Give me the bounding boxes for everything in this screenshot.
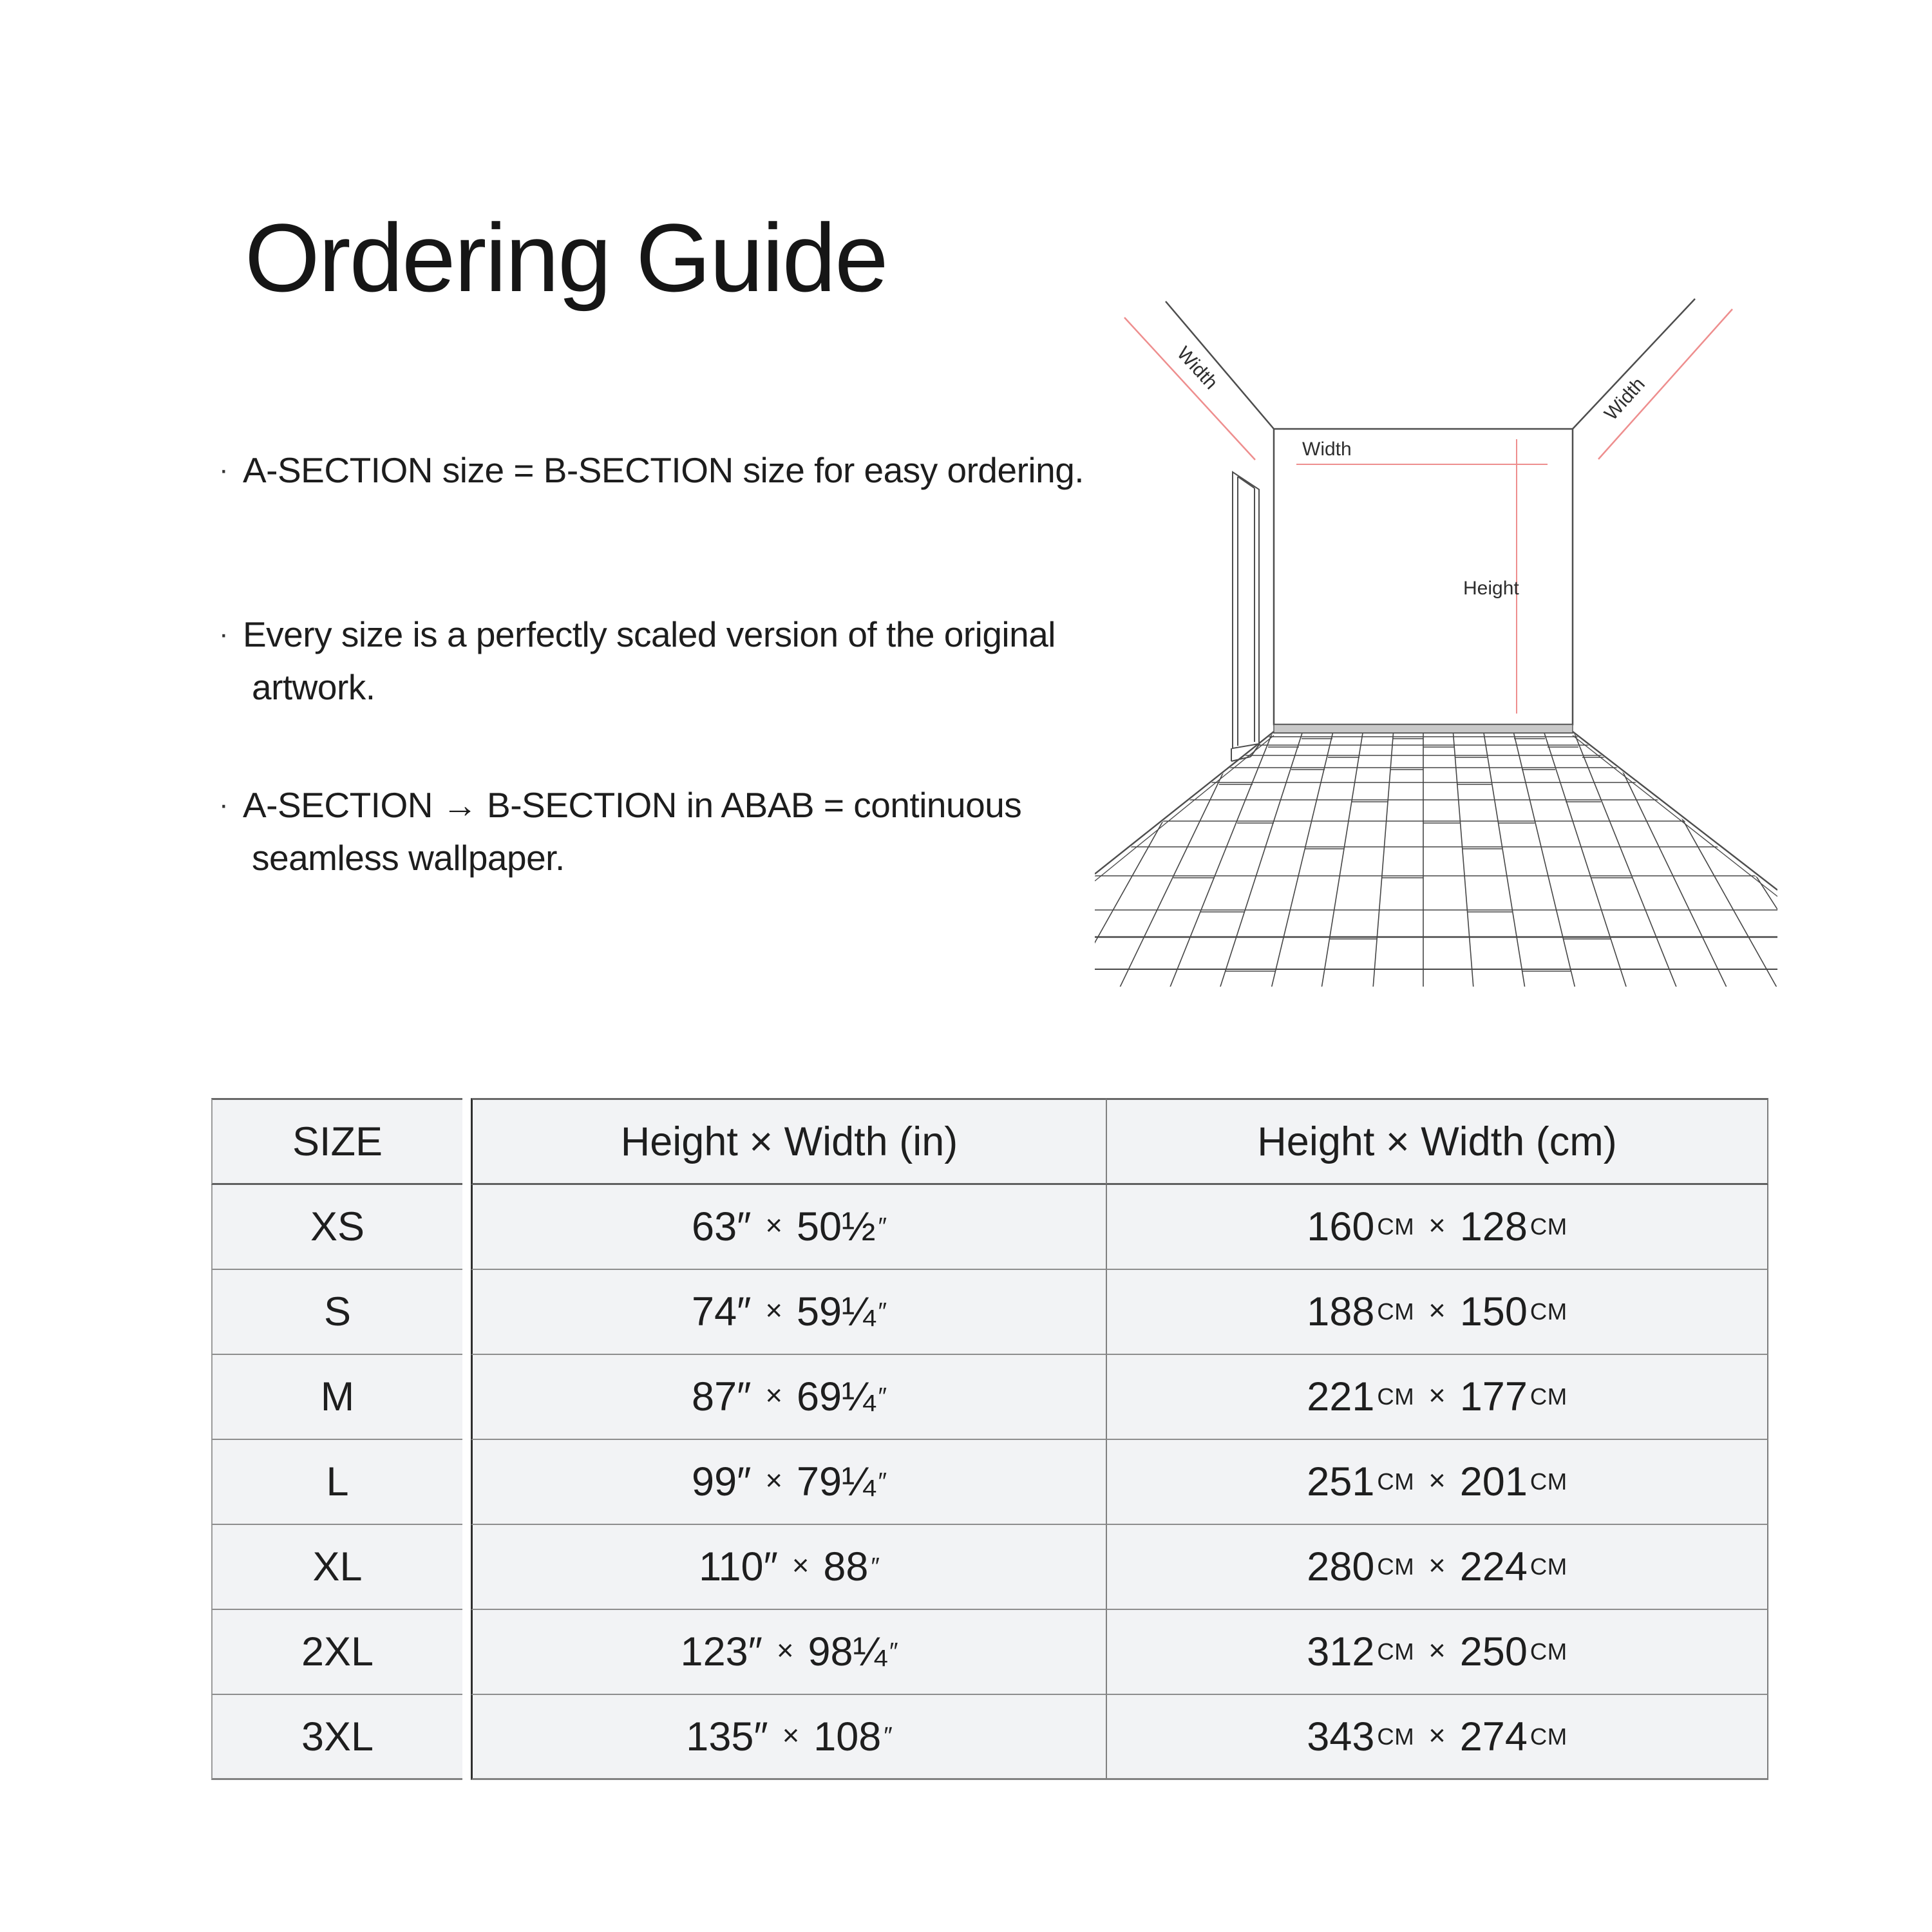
multiply-sign: × <box>1428 1209 1446 1242</box>
cm-unit: CM <box>1530 1468 1567 1495</box>
table-row <box>211 1610 1768 1695</box>
bullet-text: A-SECTION size = B-SECTION size for easy ordering. <box>243 450 1084 490</box>
multiply-sign: × <box>1428 1549 1446 1582</box>
size-cell: 3XL <box>211 1695 462 1780</box>
size-cell: XS <box>211 1185 462 1270</box>
cm-cell: 343 CM × 274 CM <box>1106 1695 1768 1780</box>
cm-unit: CM <box>1530 1213 1567 1240</box>
cm-unit: CM <box>1530 1723 1567 1750</box>
room-perspective-illustration <box>1095 270 1777 1018</box>
cm-unit: CM <box>1377 1383 1415 1410</box>
multiply-sign: × <box>1428 1634 1446 1667</box>
multiply-sign: × <box>765 1294 782 1327</box>
bullet-dot-icon: · <box>219 789 229 820</box>
size-cell: XL <box>211 1525 462 1610</box>
table-row <box>211 1270 1768 1355</box>
multiply-sign: × <box>765 1379 782 1412</box>
ceiling-edge-right <box>1573 299 1695 429</box>
bullet-dot-icon: · <box>219 618 229 650</box>
cm-unit: CM <box>1377 1468 1415 1495</box>
size-cell: L <box>211 1440 462 1525</box>
cm-unit: CM <box>1530 1553 1567 1580</box>
multiply-sign: × <box>791 1549 810 1582</box>
width-label-left: Width <box>1172 343 1222 393</box>
inches-cell: 87″ × 69¼ ″ <box>471 1355 1106 1440</box>
cm-unit: CM <box>1377 1213 1415 1240</box>
inch-mark: ″ <box>878 1383 887 1410</box>
width-label-wall: Width <box>1302 439 1352 460</box>
cm-cell: 160 CM × 128 CM <box>1106 1185 1768 1270</box>
bullet-dot-icon: · <box>219 454 229 486</box>
size-cell: M <box>211 1355 462 1440</box>
cm-unit: CM <box>1377 1723 1415 1750</box>
inch-mark: ″ <box>871 1553 880 1580</box>
baseboard <box>1274 724 1573 733</box>
size-table <box>211 1098 1768 1780</box>
inches-cell: 123″ × 98¼ ″ <box>471 1610 1106 1695</box>
table-row <box>211 1355 1768 1440</box>
inch-mark: ″ <box>884 1723 893 1750</box>
bullet-text: artwork. <box>252 667 375 707</box>
header-cm: Height × Width (cm) <box>1106 1098 1768 1185</box>
inch-mark: ″ <box>878 1468 887 1495</box>
cm-cell: 280 CM × 224 CM <box>1106 1525 1768 1610</box>
inch-mark: ″ <box>889 1638 898 1665</box>
cm-unit: CM <box>1530 1298 1567 1325</box>
multiply-sign: × <box>765 1209 782 1242</box>
cm-cell: 188 CM × 150 CM <box>1106 1270 1768 1355</box>
bullet-text: seamless wallpaper. <box>252 838 565 878</box>
floor-edge-right <box>1573 732 1777 890</box>
inch-mark: ″ <box>878 1298 887 1325</box>
bullet-item <box>219 444 1084 497</box>
multiply-sign: × <box>1428 1464 1446 1497</box>
inches-cell: 63″ × 50½ ″ <box>471 1185 1106 1270</box>
width-measure-left <box>1124 317 1255 460</box>
table-header-row <box>211 1098 1768 1185</box>
bullet-item <box>219 779 1021 884</box>
cm-unit: CM <box>1377 1298 1415 1325</box>
cm-unit: CM <box>1530 1383 1567 1410</box>
cm-unit: CM <box>1530 1638 1567 1665</box>
table-row <box>211 1525 1768 1610</box>
back-wall <box>1274 429 1573 724</box>
multiply-sign: × <box>782 1718 800 1752</box>
height-label-wall: Height <box>1463 578 1519 599</box>
room-wall-lines <box>1095 299 1777 896</box>
width-measure-right <box>1598 309 1732 459</box>
inches-cell: 135″ × 108 ″ <box>471 1695 1106 1780</box>
header-size: SIZE <box>211 1098 462 1185</box>
cm-unit: CM <box>1377 1553 1415 1580</box>
bullet-text: Every size is a perfectly scaled version of the original <box>243 614 1056 654</box>
multiply-sign: × <box>765 1464 782 1497</box>
inches-cell: 74″ × 59¼ ″ <box>471 1270 1106 1355</box>
width-label-right: Width <box>1600 374 1649 425</box>
table-row <box>211 1440 1768 1525</box>
multiply-sign: × <box>1428 1718 1446 1752</box>
cm-cell: 221 CM × 177 CM <box>1106 1355 1768 1440</box>
bullet-item <box>219 608 1056 714</box>
cm-unit: CM <box>1377 1638 1415 1665</box>
door <box>1231 472 1260 761</box>
floor-parquet <box>1095 729 1777 989</box>
cm-cell: 251 CM × 201 CM <box>1106 1440 1768 1525</box>
table-row <box>211 1185 1768 1270</box>
header-inches: Height × Width (in) <box>471 1098 1106 1185</box>
page-title: Ordering Guide <box>245 204 887 312</box>
inches-cell: 110″ × 88 ″ <box>471 1525 1106 1610</box>
size-cell: 2XL <box>211 1610 462 1695</box>
multiply-sign: × <box>1428 1294 1446 1327</box>
inches-cell: 99″ × 79¼ ″ <box>471 1440 1106 1525</box>
size-cell: S <box>211 1270 462 1355</box>
floor-edge-right-2 <box>1573 735 1777 896</box>
multiply-sign: × <box>1428 1379 1446 1412</box>
inch-mark: ″ <box>878 1213 887 1240</box>
column-gap <box>462 1098 471 1185</box>
bullet-text: A-SECTION → B-SECTION in ABAB = continuous <box>243 785 1022 825</box>
table-row <box>211 1695 1768 1780</box>
multiply-sign: × <box>776 1634 794 1667</box>
cm-cell: 312 CM × 250 CM <box>1106 1610 1768 1695</box>
